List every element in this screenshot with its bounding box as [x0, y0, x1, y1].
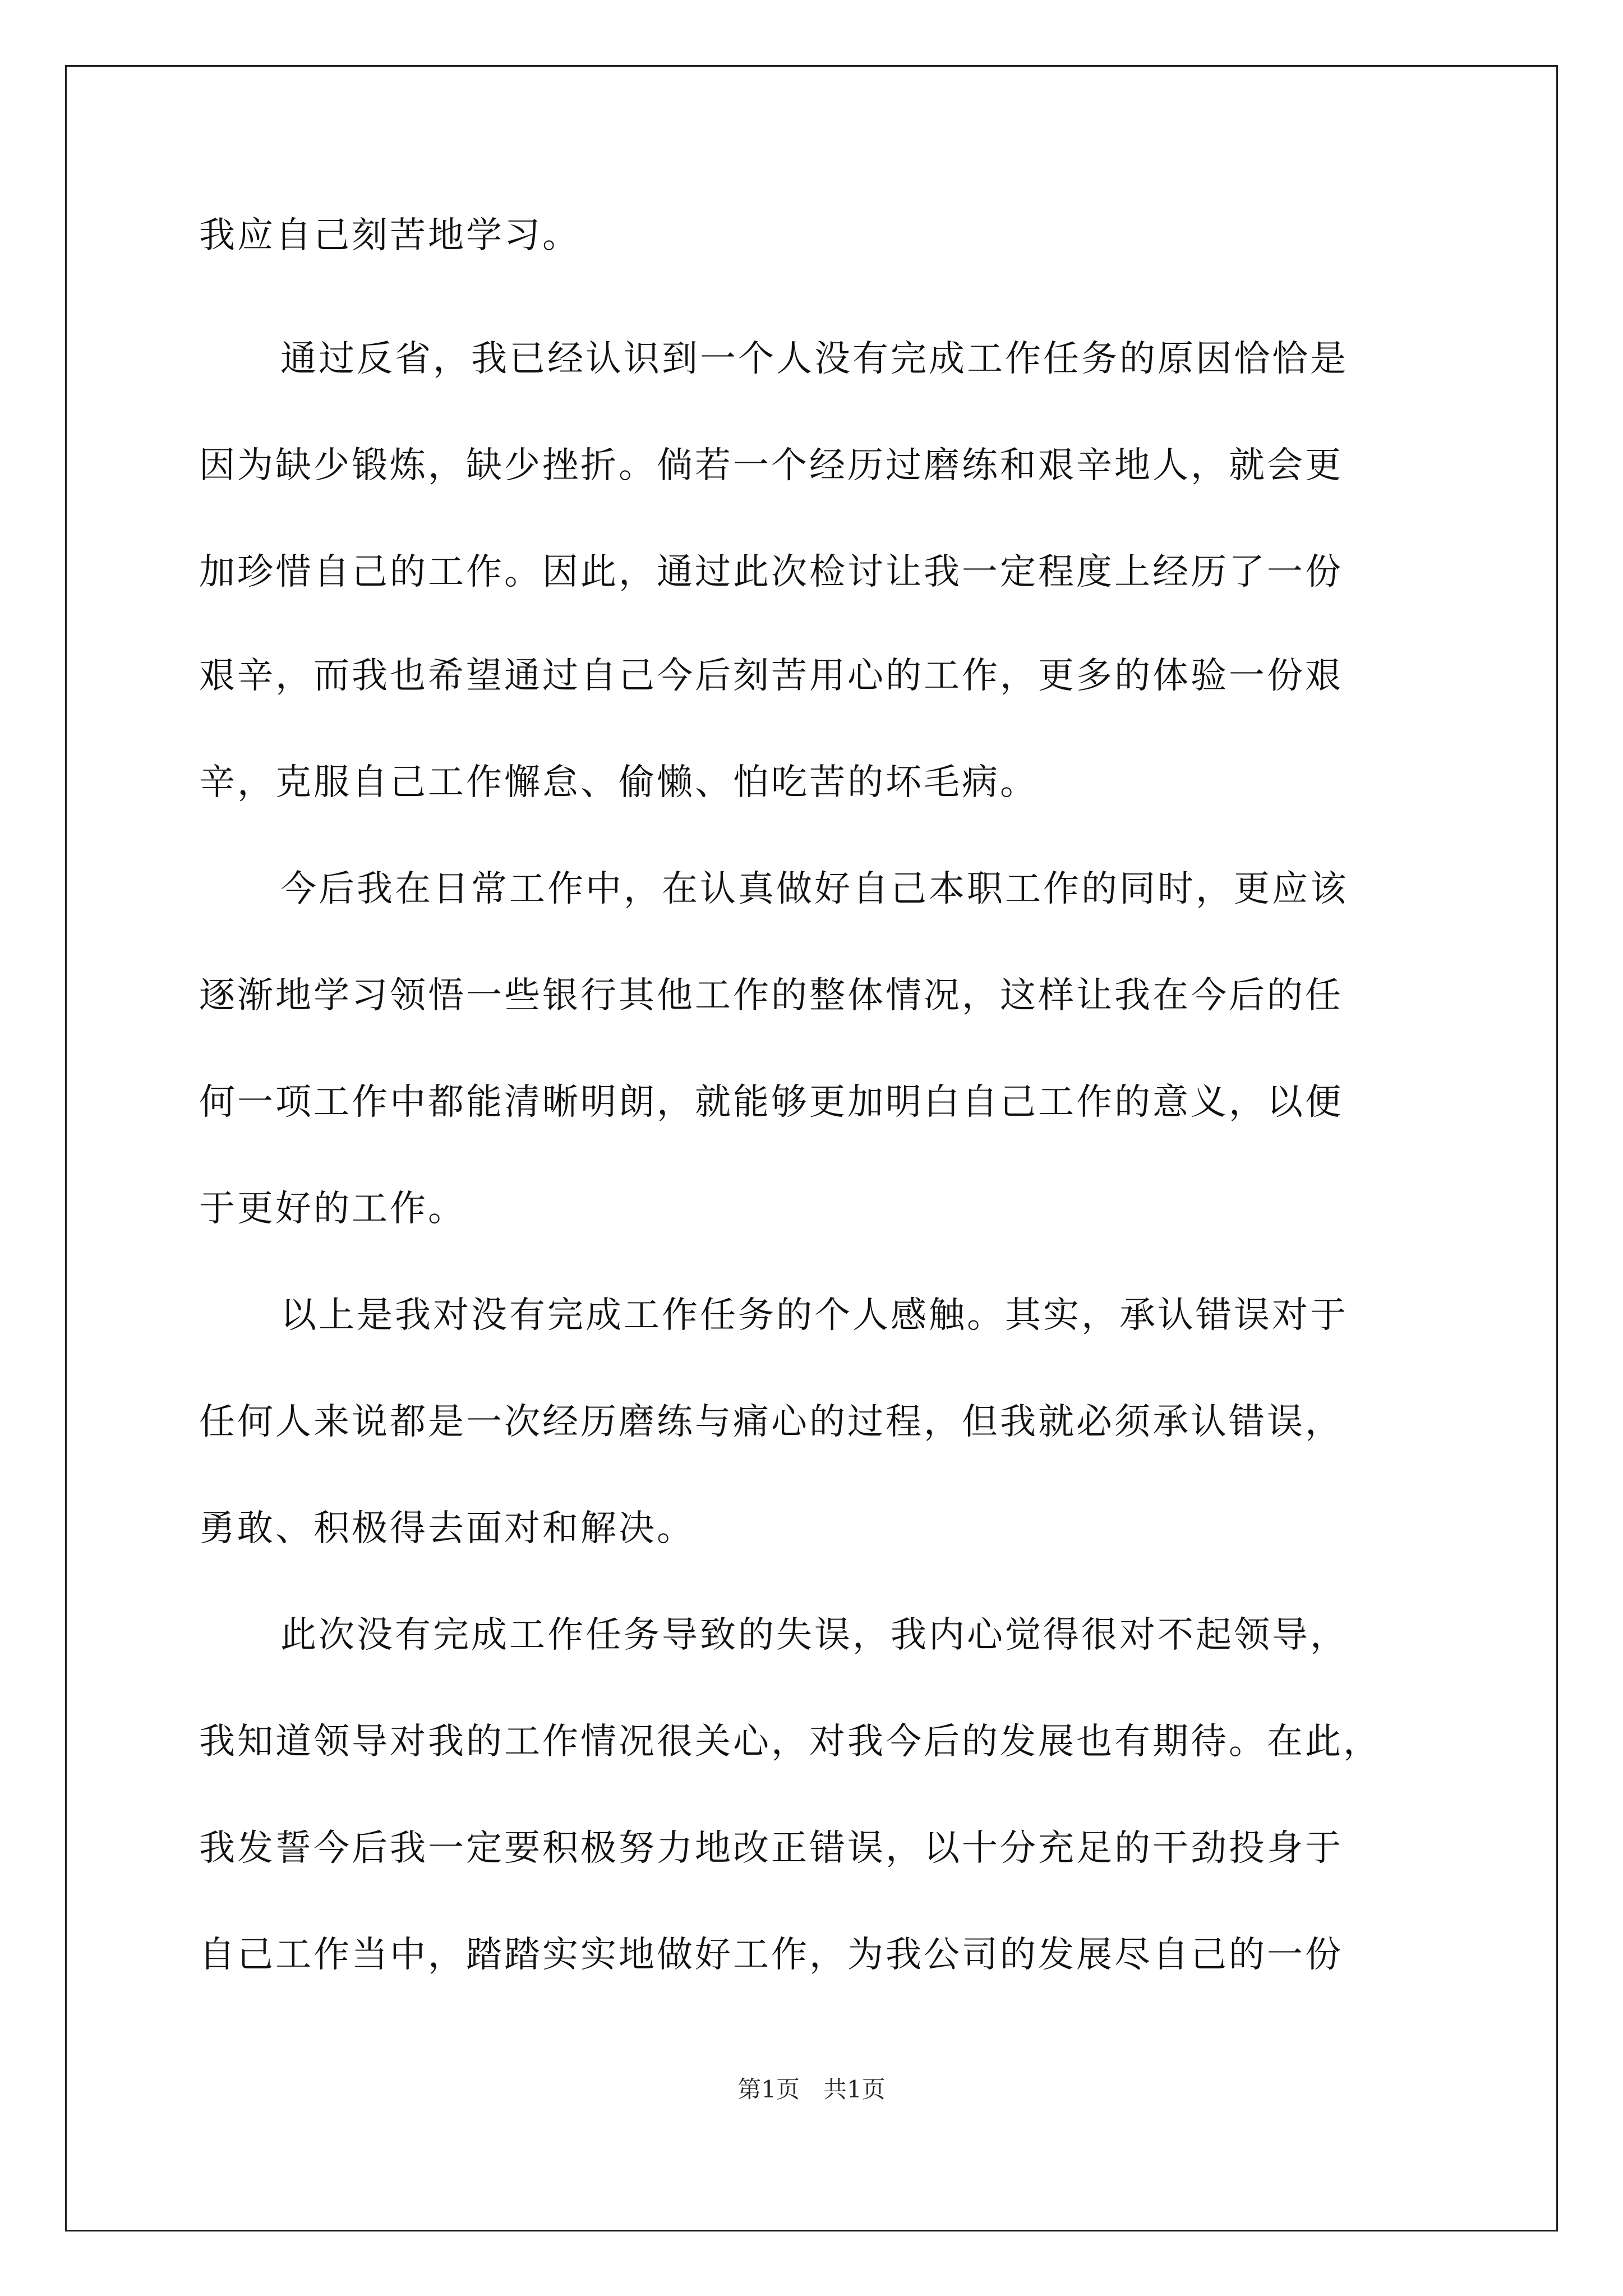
text-line: 艰辛，而我也希望通过自己今后刻苦用心的工作，更多的体验一份艰: [199, 655, 1343, 697]
page-number-footer: 第1页 共1页: [737, 2076, 886, 2103]
paragraph-start-line: 今后我在日常工作中，在认真做好自己本职工作的同时，更应该: [280, 868, 1348, 910]
text-line: 我发誓今后我一定要积极努力地改正错误，以十分充足的干劲投身于: [199, 1828, 1343, 1869]
text-line: 于更好的工作。: [199, 1188, 466, 1230]
text-line: 我知道领导对我的工作情况很关心，对我今后的发展也有期待。在此，: [199, 1721, 1381, 1763]
page-border: [65, 65, 1558, 2231]
text-line: 勇敢、积极得去面对和解决。: [199, 1508, 695, 1549]
text-line: 因为缺少锻炼，缺少挫折。倘若一个经历过磨练和艰辛地人，就会更: [199, 445, 1343, 486]
text-line: 加珍惜自己的工作。因此，通过此次检讨让我一定程度上经历了一份: [199, 551, 1343, 593]
paragraph-start-line: 通过反省，我已经认识到一个人没有完成工作任务的原因恰恰是: [280, 338, 1348, 380]
text-line: 我应自己刻苦地学习。: [199, 215, 580, 256]
text-line: 逐渐地学习领悟一些银行其他工作的整体情况，这样让我在今后的任: [199, 975, 1343, 1016]
text-line: 任何人来说都是一次经历磨练与痛心的过程，但我就必须承认错误，: [199, 1401, 1343, 1443]
text-line: 辛，克服自己工作懈怠、偷懒、怕吃苦的坏毛病。: [199, 762, 1038, 803]
text-line: 自己工作当中，踏踏实实地做好工作，为我公司的发展尽自己的一份: [199, 1934, 1343, 1976]
paragraph-start-line: 以上是我对没有完成工作任务的个人感触。其实，承认错误对于: [280, 1295, 1348, 1336]
paragraph-start-line: 此次没有完成工作任务导致的失误，我内心觉得很对不起领导，: [280, 1614, 1348, 1656]
text-line: 何一项工作中都能清晰明朗，就能够更加明白自己工作的意义，以便: [199, 1082, 1343, 1123]
